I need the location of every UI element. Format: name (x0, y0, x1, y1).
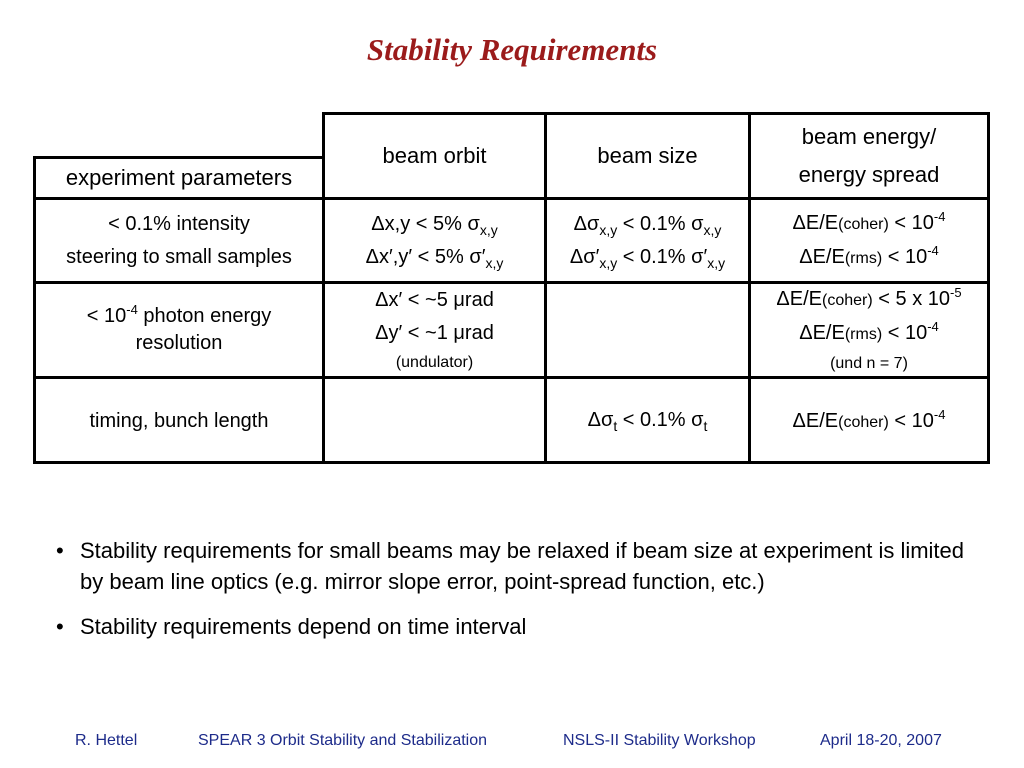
footer-author: R. Hettel (75, 732, 138, 749)
header-beam-energy: beam energy/ energy spread (798, 124, 940, 187)
row2-beam-orbit: Δx′ < ~5 μrad Δy′ < ~1 μrad (undulator) (375, 289, 494, 371)
row3-energy-line: ΔE/E(coher) < $10^{-4}$ (792, 407, 946, 432)
row1-beam-size (547, 200, 748, 281)
bullet-marker: • (56, 538, 64, 563)
row3-size-line: $\Delta\sigma_t < 0.1\%$ $\sigma_t$ (587, 408, 708, 434)
row1-size-line2: $\Delta\sigma'_{x,y} < 0.1\%$ $\sigma'_{x,y}$ (569, 245, 726, 271)
row3-parameter: timing, bunch length (89, 410, 269, 432)
row1-energy-line2: $\Delta E/E(rms) < 10^{-4}$ (799, 242, 939, 268)
bullet-list (56, 535, 976, 656)
slide-title: Stability Requirements (366, 32, 658, 67)
header-beam-orbit: beam orbit (382, 143, 487, 168)
header-experiment-parameters: experiment parameters (65, 165, 293, 190)
bullet-item: • Stability requirements depend on time interval (56, 611, 976, 642)
row1-beam-energy (751, 200, 987, 281)
row2-parameter: < $10^{-4}$ photon energy resolution (86, 302, 272, 354)
table-bottom-border (33, 461, 990, 464)
row1-energy-line1: ΔE/E(coher) < $10^{-4}$ (792, 208, 946, 234)
row3-beam-size (547, 379, 748, 461)
row2-energy-line2: $\Delta E/E(rms) < 10^{-4}$ (799, 319, 939, 344)
row1-size-line1: $\Delta\sigma_{x,y} < 0.1\%$ $\sigma_{x,y}$ (573, 212, 722, 238)
table-right-border (987, 112, 990, 464)
header-beam-size: beam size (597, 143, 698, 168)
footer-event: NSLS-II Stability Workshop (563, 732, 756, 749)
bullet-item: • Stability requirements for small beams may be relaxed if beam size at experiment is limited by beam line optics (e.g. mirror slope error, point-spread function, etc.) (56, 535, 976, 597)
bullet-marker: • (56, 614, 64, 639)
footer-talk-title: SPEAR 3 Orbit Stability and Stabilization (198, 732, 488, 749)
requirements-table (33, 112, 990, 464)
footer-date: April 18-20, 2007 (820, 732, 942, 749)
row1-orbit-line1: Δx,y < 5% $\sigma_{x,y}$ (371, 212, 498, 238)
row3-beam-energy (751, 379, 987, 461)
row2-energy-line1: ΔE/E(coher) < 5 x $10^{-5}$ (776, 285, 962, 310)
row1-parameter: < 0.1% intensity steering to small samples (66, 212, 292, 268)
row1-beam-orbit (325, 200, 544, 281)
row2-beam-energy: ΔE/E(coher) < 5 x $10^{-5}$ $\Delta E/E(rms) < 10^{-4}$ (und n = 7) (776, 285, 962, 372)
row2-param-line1: < $10^{-4}$ photon energy (86, 302, 272, 327)
row1-orbit-line2: Δx′,y′ < 5% $\sigma'_{x,y}$ (365, 245, 504, 271)
